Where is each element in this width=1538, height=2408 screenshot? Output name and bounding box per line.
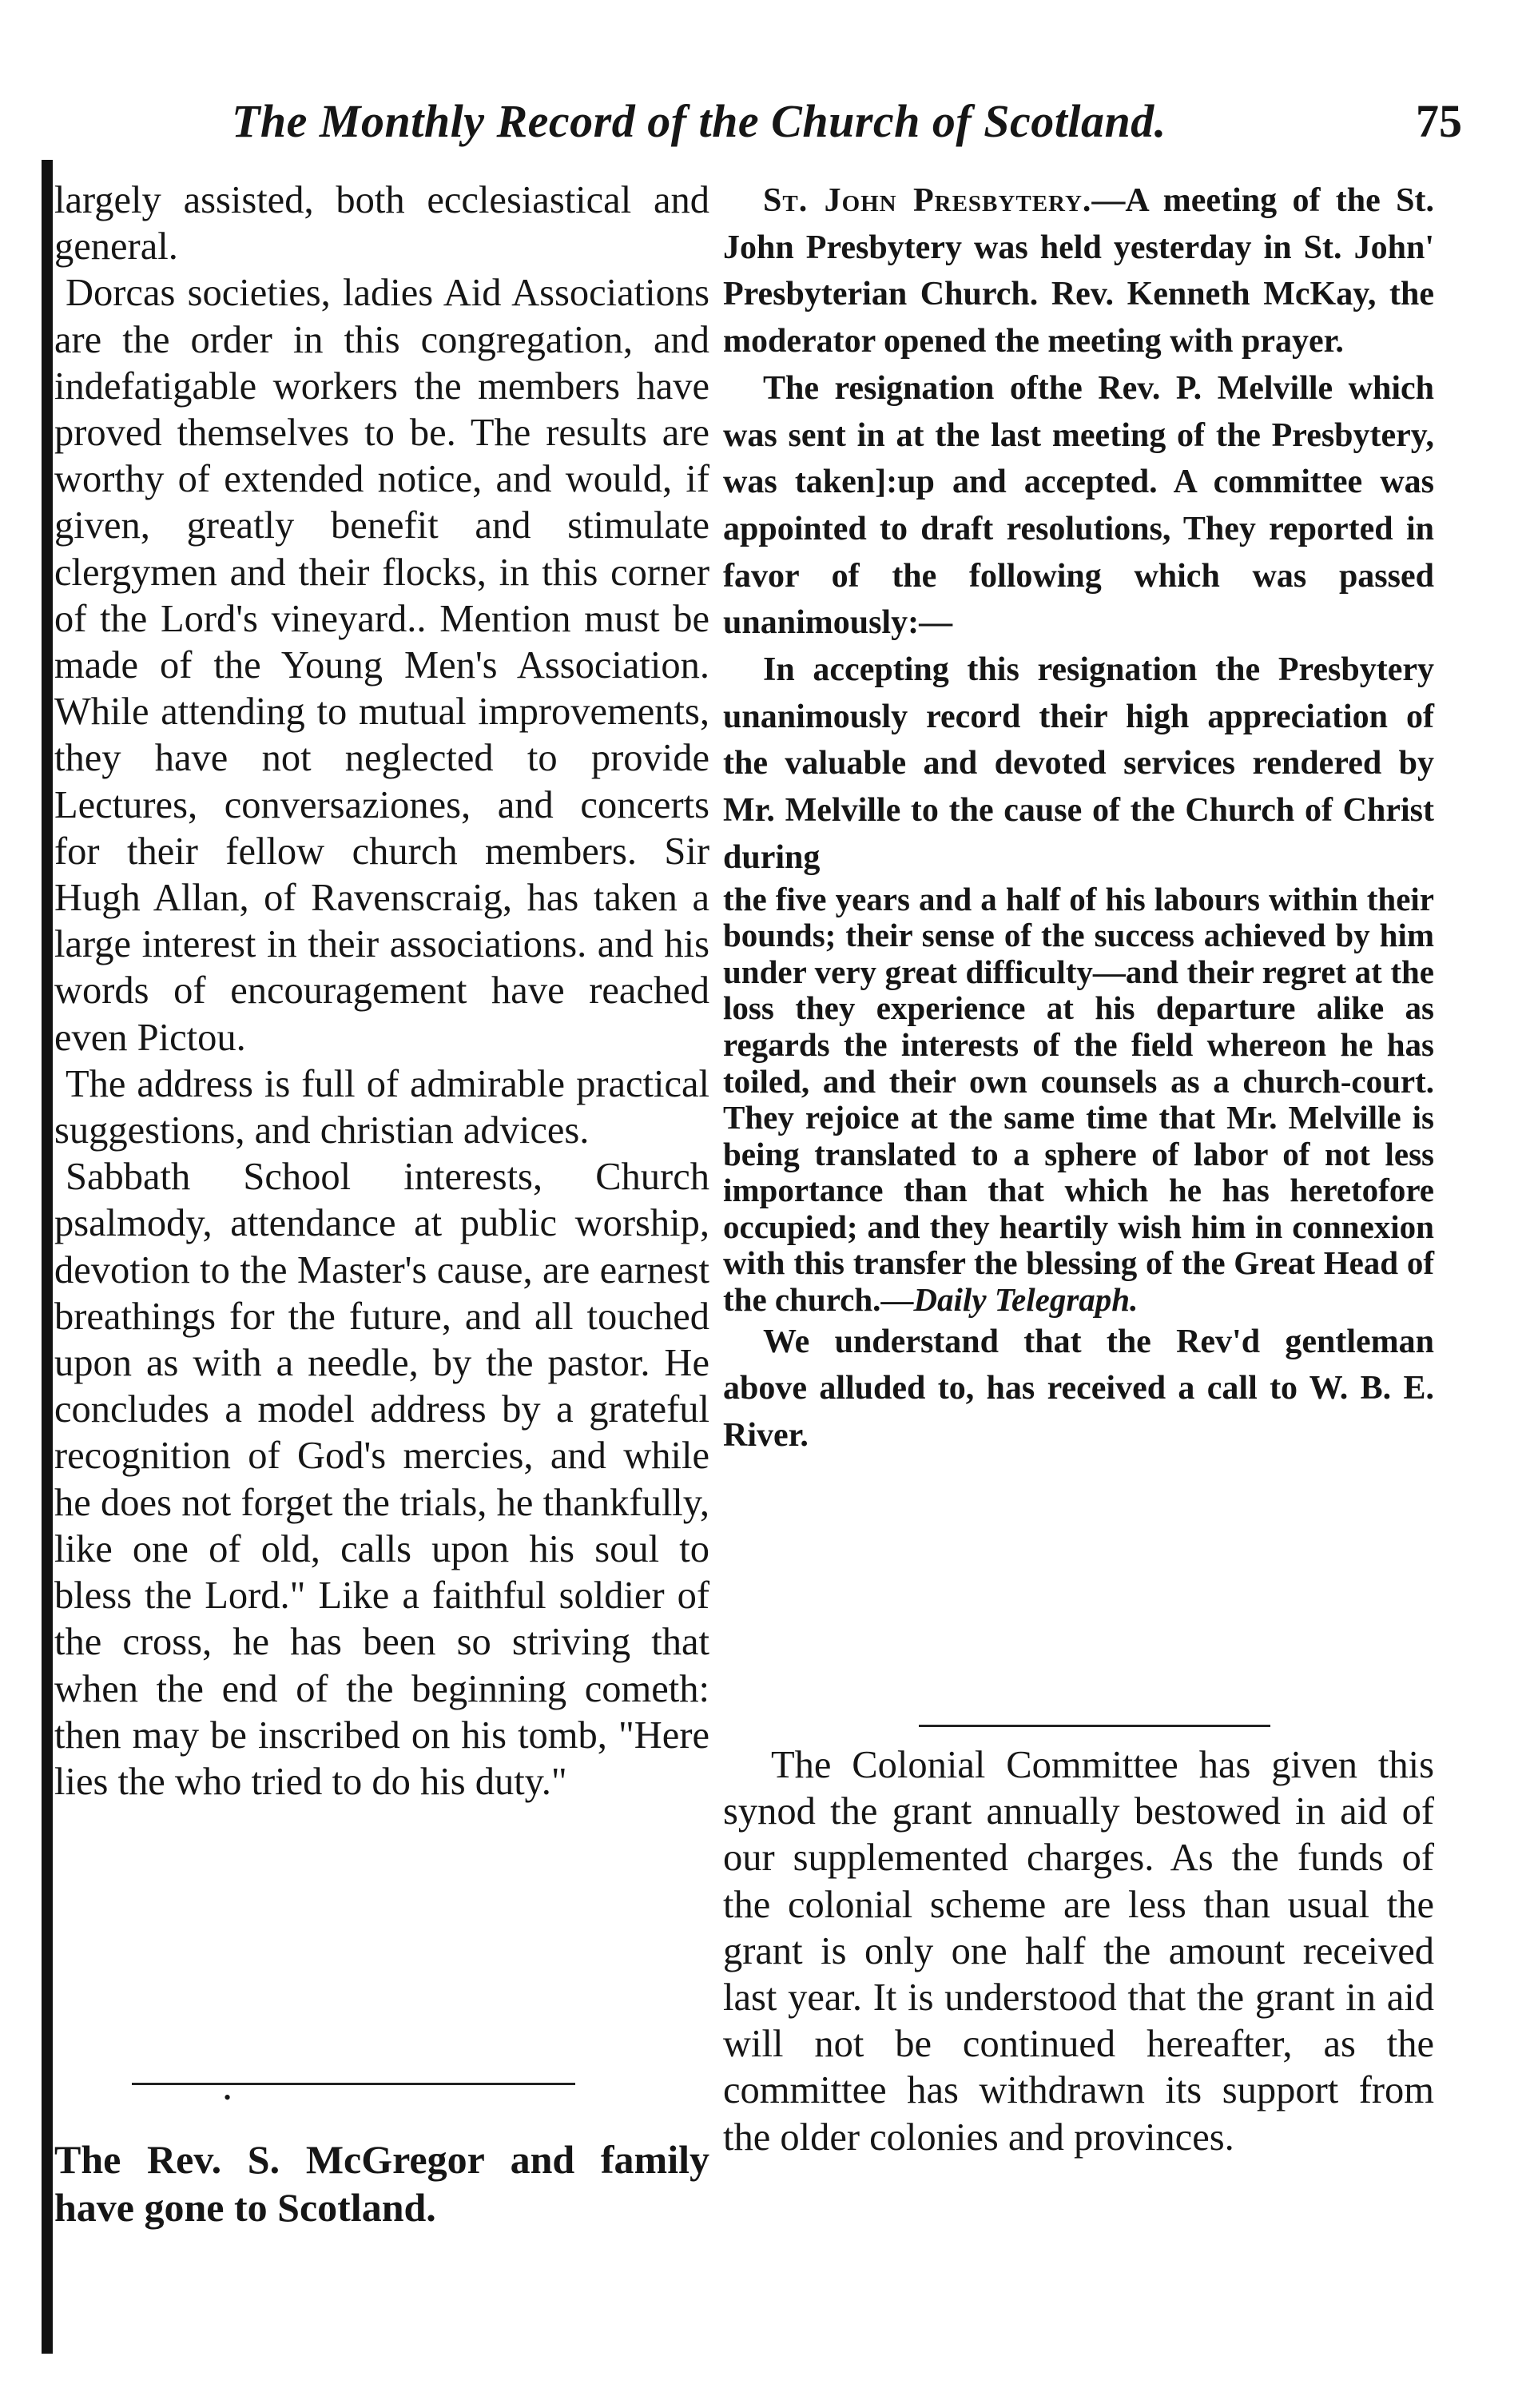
divider-dot: • xyxy=(224,2086,232,2109)
left-column xyxy=(54,177,709,1805)
colonial-paragraph: The Colonial Committee has given this synod the grant annually bestowed in aid of our supplemented charges. As the funds of the colonial scheme are less than usual the grant is only one half the amount received last year. It is understood that the grant in aid will not be continued hereafter, as the committee has withdrawn its support from the older colonies and provinces. xyxy=(723,1744,1434,2159)
paragraph-sabbath-school: Sabbath School interests, Church psalmody, attendance at public worship, devotion to the Master's cause, are earnest breathings for the future, and all touched upon as with a needle, by the pastor. He concludes a model address by a grateful recognition of God's mercies, and while he does not forget the trials, he thankfully, like one of old, calls upon his soul to bless the Lord." Like a faithful soldier of the cross, he has been so striving that when the end of the beginning cometh: then may be inscribed on his tomb, "Here lies the who tried to do his duty." xyxy=(54,1156,709,1803)
paragraph-call: We understand that the Rev'd gentleman above alluded to, has received a call to W. B. E. River. xyxy=(723,1323,1434,1455)
page-header xyxy=(232,94,1462,166)
section-divider-left xyxy=(132,2083,575,2085)
paragraph-resolution-a: In accepting this resignation the Presbytery unanimously record their high appreciation of the valuable and devoted services rendered by Mr. Melville to the cause of the Church of Christ during xyxy=(723,651,1434,876)
presbytery-heading: St. John Presbytery. xyxy=(763,182,1092,219)
resolution-text: the five years and a half of his labours within their bounds; their sense of the success achieved by him under very great difficulty—and their regret at the loss they experience at his departure alike as regards the interests of the field whereon he has toiled, and their own counsels as a church-court. They rejoice at the same time that Mr. Melville is being translated to a sphere of labor of not less importance than that which he has heretofore occupied; and they heartily wish him in connexion with this transfer the blessing of the Great Head of the church.— xyxy=(723,880,1434,1319)
page-number: 75 xyxy=(1416,95,1462,147)
binding-edge xyxy=(42,160,53,2354)
paragraph-dorcas-societies: Dorcas societies, ladies Aid Associations are the order in this congregation, and indefatigable workers the members have proved themselves to be. The results are worthy of extended notice, and would, if given, greatly benefit and stimulate clergymen and their flocks, in this corner of the Lord's vineyard.. Mention must be made of the Young Men's Association. While attending to mutual improvements, they have not neglected to provide Lectures, conversaziones, and concerts for their fellow church members. Sir Hugh Allan, of Ravenscraig, has taken a large interest in their associations. and his words of encouragement have reached even Pictou. xyxy=(54,272,709,1059)
mcgregor-paragraph: The Rev. S. McGregor and family have gone to Scotland. xyxy=(54,2137,709,2230)
section-divider-right xyxy=(919,1725,1270,1727)
colonial-committee-notice xyxy=(723,1742,1434,2161)
resolution-source: Daily Telegraph. xyxy=(913,1281,1139,1319)
paragraph-presbytery-meeting xyxy=(723,177,1434,365)
paragraph-resignation: The resignation ofthe Rev. P. Melville which was sent in at the last meeting of the Presbytery, was taken]:up and accepted. A committee was appointed to draft resolutions, They reported in favor of the following which was passed unanimously:— xyxy=(723,369,1434,642)
presbytery-meeting-text: —A meeting of the St. John Presbytery was held yesterday in St. John' Presbyterian Church. Rev. Kenneth McKay, the moderator opened the meeting with prayer. xyxy=(723,182,1434,360)
paragraph-address: The address is full of admirable practical suggestions, and christian advices. xyxy=(54,1062,709,1152)
mcgregor-notice xyxy=(54,2135,709,2231)
right-column xyxy=(723,177,1434,1459)
paragraph-resolution-b xyxy=(723,882,1434,1319)
running-title: The Monthly Record of the Church of Scotland. xyxy=(232,95,1166,147)
paragraph-continued: largely assisted, both ecclesiastical and general. xyxy=(54,179,709,269)
